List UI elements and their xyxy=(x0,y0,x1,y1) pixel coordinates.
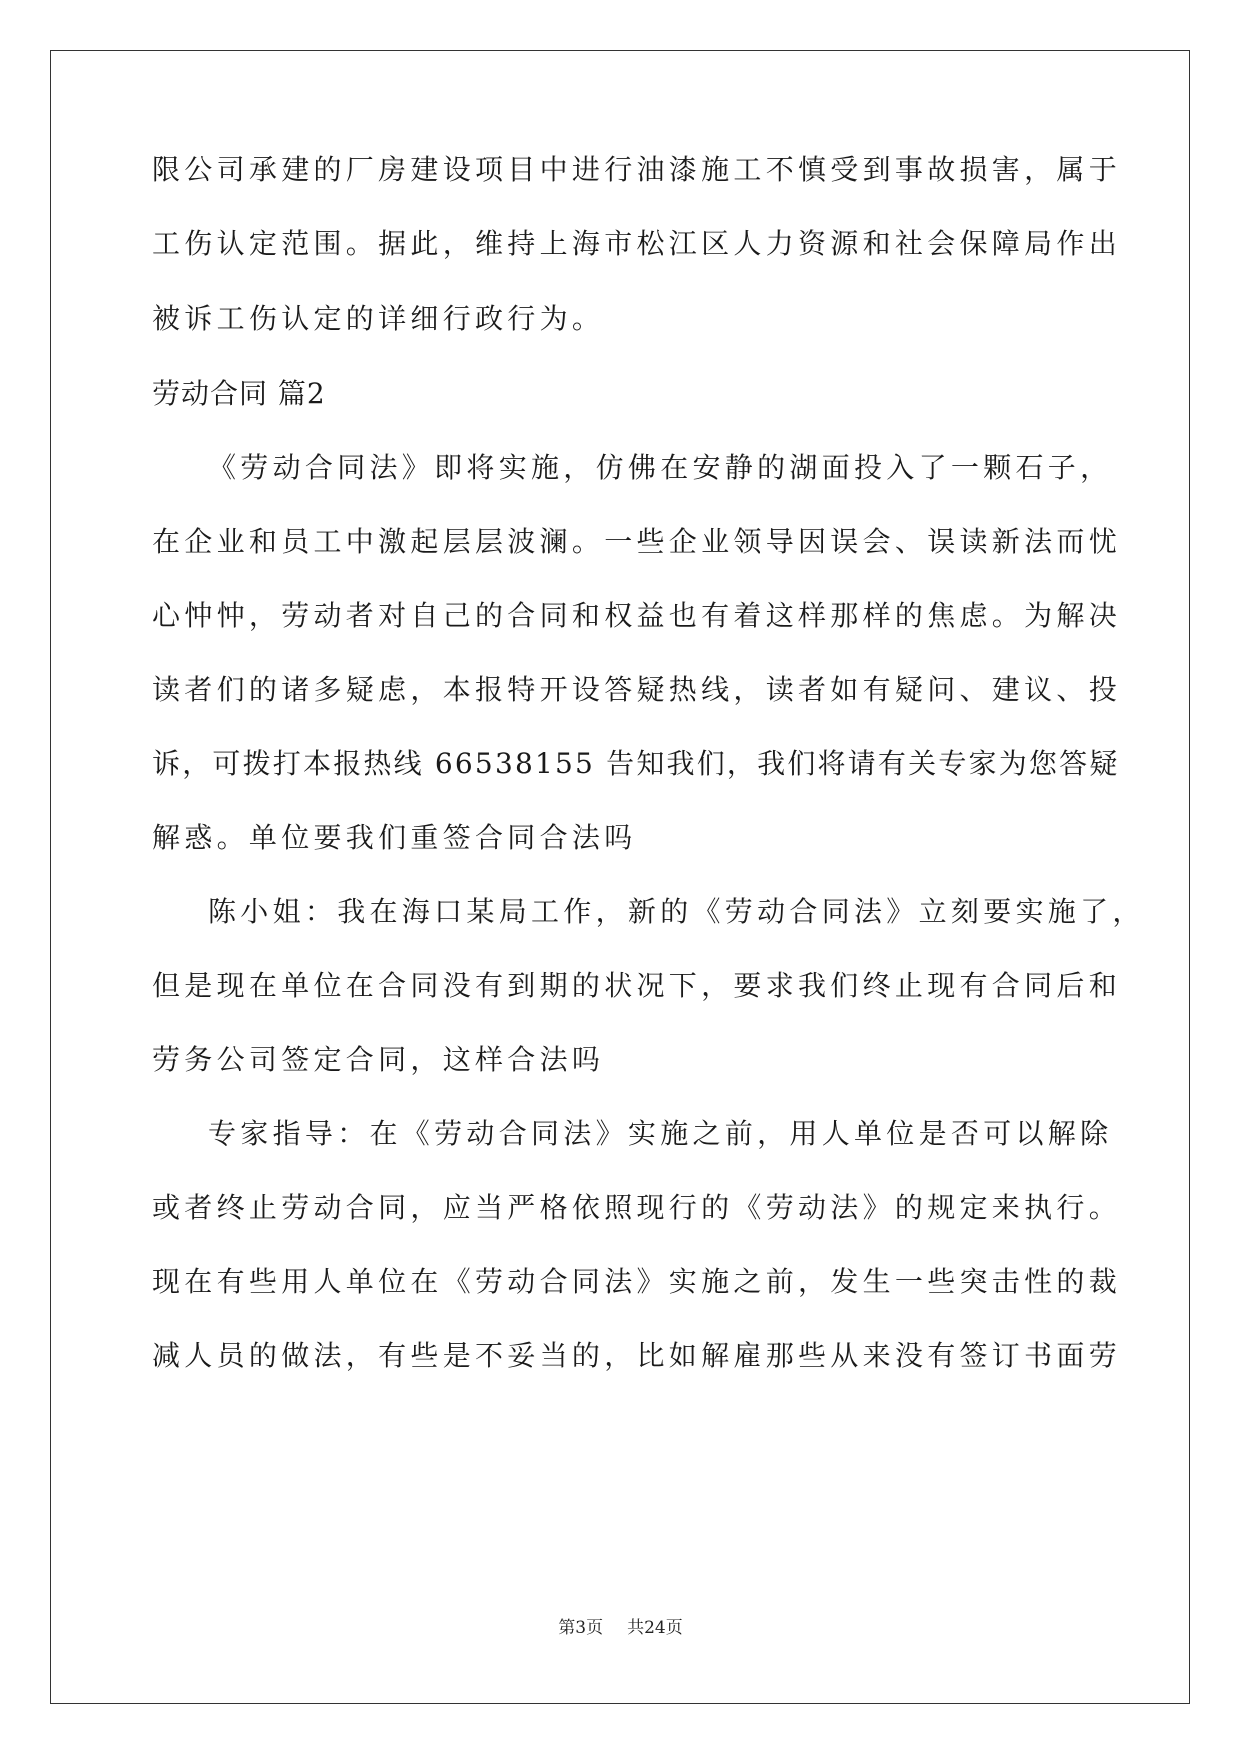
paragraph-line: 陈小姐：我在海口某局工作，新的《劳动合同法》立刻要实施了， xyxy=(208,895,1145,928)
paragraph-line: 在企业和员工中激起层层波澜。一些企业领导因误会、误读新法而忧 xyxy=(152,525,1122,558)
paragraph-line: 减人员的做法，有些是不妥当的，比如解雇那些从来没有签订书面劳 xyxy=(152,1339,1122,1372)
paragraph-line: 被诉工伤认定的详细行政行为。 xyxy=(152,302,605,335)
paragraph-line: 《劳动合同法》即将实施，仿佛在安静的湖面投入了一颗石子， xyxy=(208,451,1113,484)
page-number: 第3页 xyxy=(558,1618,604,1638)
paragraph-line: 诉，可拨打本报热线 66538155 告知我们，我们将请有关专家为您答疑 xyxy=(152,747,1120,780)
paragraph-line: 心忡忡，劳动者对自己的合同和权益也有着这样那样的焦虑。为解决 xyxy=(152,599,1122,632)
page-total: 共24页 xyxy=(627,1618,683,1638)
paragraph-line: 或者终止劳动合同，应当严格依照现行的《劳动法》的规定来执行。 xyxy=(152,1191,1122,1224)
paragraph-line: 限公司承建的厂房建设项目中进行油漆施工不慎受到事故损害，属于 xyxy=(152,153,1122,186)
paragraph-line: 现在有些用人单位在《劳动合同法》实施之前，发生一些突击性的裁 xyxy=(152,1265,1122,1298)
paragraph-line: 工伤认定范围。据此，维持上海市松江区人力资源和社会保障局作出 xyxy=(152,227,1122,260)
page-footer xyxy=(0,1613,1241,1638)
paragraph-line: 劳务公司签定合同，这样合法吗 xyxy=(152,1043,605,1076)
paragraph-line: 专家指导：在《劳动合同法》实施之前，用人单位是否可以解除 xyxy=(208,1117,1113,1150)
paragraph-line: 读者们的诸多疑虑，本报特开设答疑热线，读者如有疑问、建议、投 xyxy=(152,673,1122,706)
paragraph-line: 解惑。单位要我们重签合同合法吗 xyxy=(152,821,637,854)
section-heading: 劳动合同 篇2 xyxy=(152,377,326,410)
paragraph-line: 但是现在单位在合同没有到期的状况下，要求我们终止现有合同后和 xyxy=(152,969,1122,1002)
